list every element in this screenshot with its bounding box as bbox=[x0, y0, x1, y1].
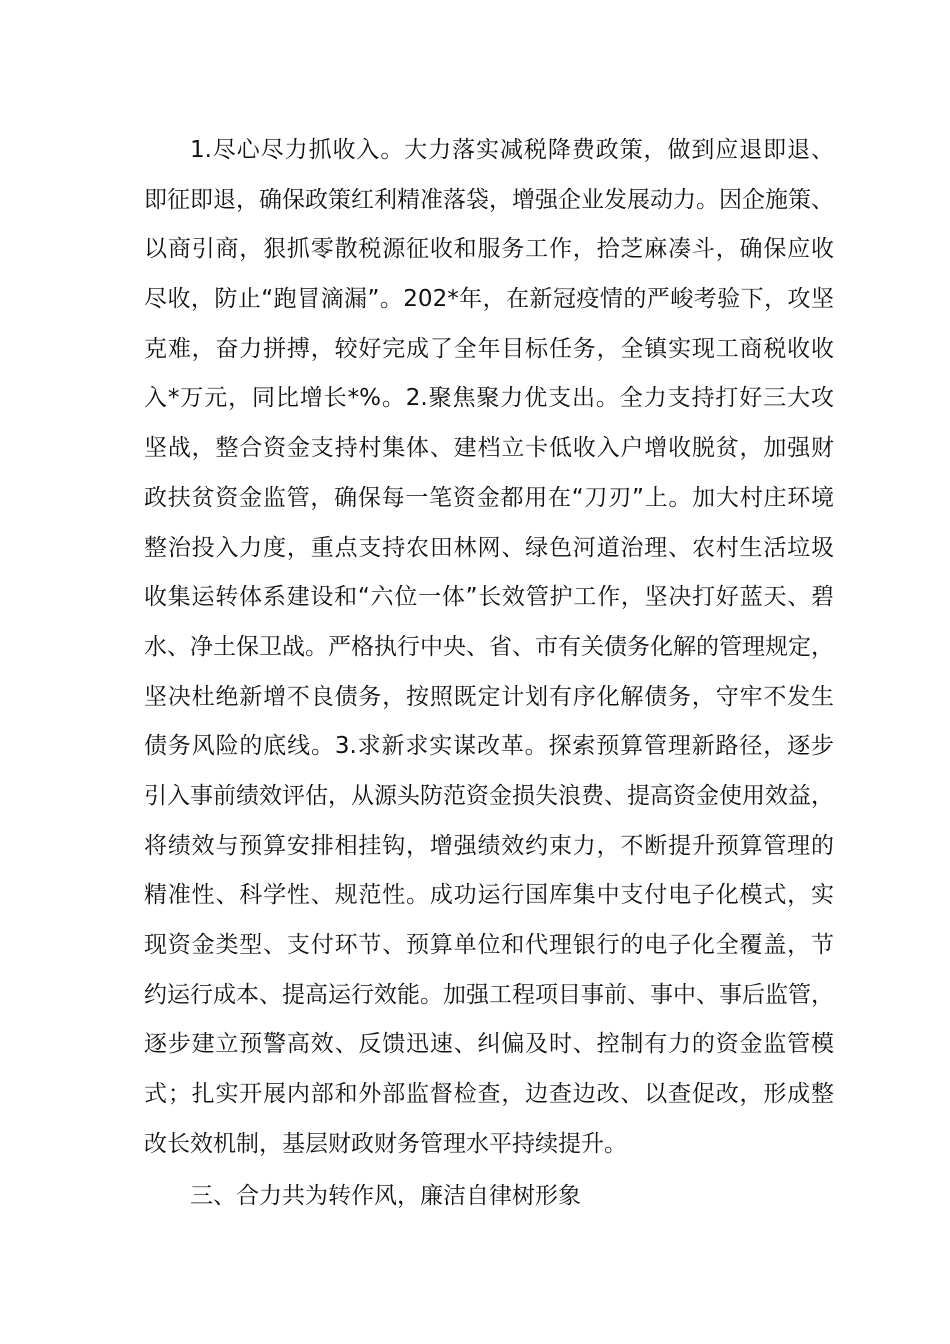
paragraph-line: 坚战，整合资金支持村集体、建档立卡低收入户增收脱贫，加强财 bbox=[144, 435, 834, 462]
paragraph-line: 坚决杜绝新增不良债务，按照既定计划有序化解债务，守牢不发生 bbox=[144, 683, 834, 710]
paragraph-line: 整治投入力度，重点支持农田林网、绿色河道治理、农村生活垃圾 bbox=[144, 534, 834, 561]
body-paragraph bbox=[144, 126, 834, 1169]
paragraph-line: 尽收，防止“跑冒滴漏”。202*年，在新冠疫情的严峻考验下，攻坚 bbox=[144, 286, 834, 313]
paragraph-line: 逐步建立预警高效、反馈迅速、纠偏及时、控制有力的资金监管模 bbox=[144, 1031, 834, 1058]
paragraph-line: 引入事前绩效评估，从源头防范资金损失浪费、提高资金使用效益， bbox=[144, 782, 834, 809]
paragraph-line: 克难，奋力拼搏，较好完成了全年目标任务，全镇实现工商税收收 bbox=[144, 335, 834, 362]
paragraph-line: 精准性、科学性、规范性。成功运行国库集中支付电子化模式，实 bbox=[144, 882, 834, 909]
paragraph-line: 以商引商，狠抓零散税源征收和服务工作，拾芝麻凑斗，确保应收 bbox=[144, 236, 834, 263]
paragraph-line: 即征即退，确保政策红利精准落袋，增强企业发展动力。因企施策、 bbox=[144, 186, 834, 213]
paragraph-line: 收集运转体系建设和“六位一体”长效管护工作，坚决打好蓝天、碧 bbox=[144, 584, 834, 611]
paragraph-line: 式；扎实开展内部和外部监督检查，边查边改、以查促改，形成整 bbox=[144, 1081, 834, 1108]
paragraph-line: 现资金类型、支付环节、预算单位和代理银行的电子化全覆盖，节 bbox=[144, 932, 834, 958]
paragraph-line: 水、净土保卫战。严格执行中央、省、市有关债务化解的管理规定， bbox=[144, 633, 834, 660]
paragraph-line: 1.尽心尽力抓收入。大力落实减税降费政策，做到应退即退、 bbox=[190, 137, 834, 163]
paragraph-line: 债务风险的底线。3.求新求实谋改革。探索预算管理新路径，逐步 bbox=[144, 733, 834, 760]
paragraph-line: 将绩效与预算安排相挂钩，增强绩效约束力，不断提升预算管理的 bbox=[144, 832, 834, 859]
paragraph-line: 约运行成本、提高运行效能。加强工程项目事前、事中、事后监管， bbox=[144, 981, 834, 1008]
paragraph-line: 入*万元，同比增长*%。2.聚焦聚力优支出。全力支持打好三大攻 bbox=[144, 385, 834, 412]
paragraph-line: 政扶贫资金监管，确保每一笔资金都用在“刀刃”上。加大村庄环境 bbox=[144, 484, 834, 511]
section-heading: 三、合力共为转作风，廉洁自律树形象 bbox=[190, 1183, 581, 1209]
paragraph-line: 改长效机制，基层财政财务管理水平持续提升。 bbox=[144, 1130, 627, 1157]
